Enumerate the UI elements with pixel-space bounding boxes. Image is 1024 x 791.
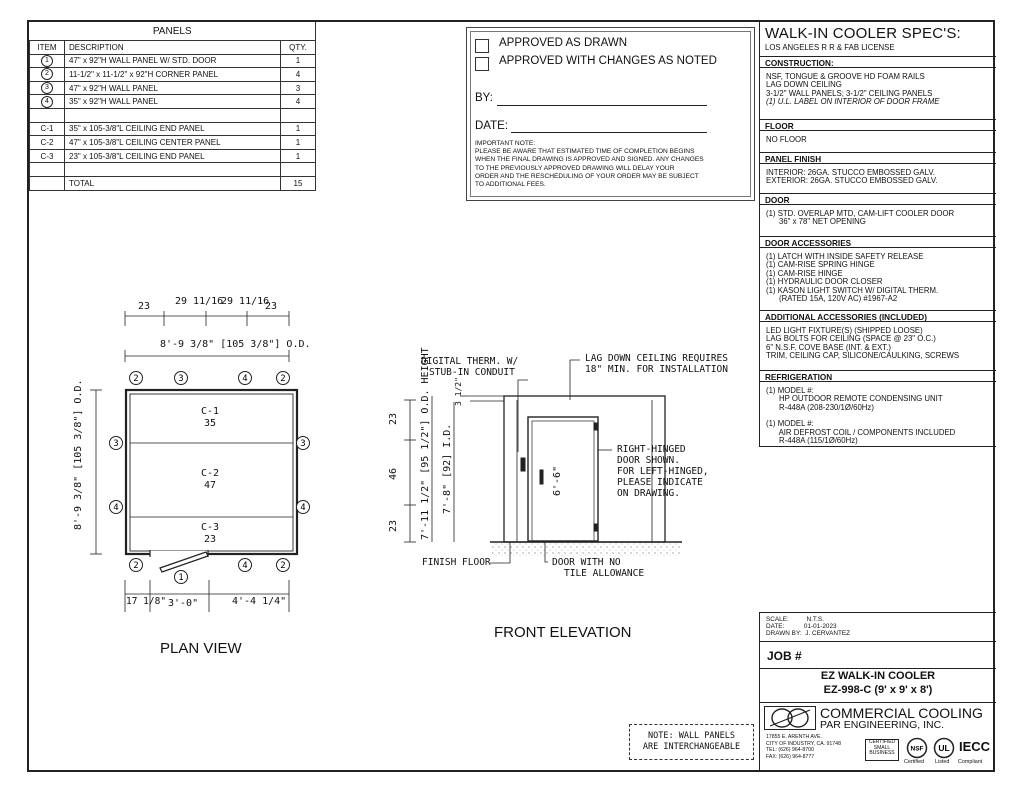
- spec-section-header: CONSTRUCTION:: [760, 56, 996, 68]
- row-qty: 1: [281, 136, 316, 150]
- spec-section-text: (1) MODEL #: HP OUTDOOR REMOTE CONDENSING UNIT R-448A (208-230/1Ø/60Hz) (1) MODEL #: AIR DEFROST COIL / COMPONENTS INCLUDED R-448A (115/1Ø/60Hz): [766, 386, 956, 446]
- company-sub: PAR ENGINEERING, INC.: [820, 719, 945, 731]
- row-description: 47" x 92"H WALL PANEL W/ STD. DOOR: [65, 54, 281, 68]
- note-box: NOTE: WALL PANELS ARE INTERCHANGEABLE: [629, 724, 754, 760]
- row-item: 3: [30, 81, 65, 95]
- ceiling-c3: C-3 23: [200, 522, 220, 545]
- svg-text:2: 2: [280, 374, 286, 385]
- panel-marker-left: [110, 437, 123, 450]
- spec-section-text: NSF, TONGUE & GROOVE HD FOAM RAILS LAG DOWN CEILING 3-1/2" WALL PANELS; 3-1/2" CEILING PANELS (1) U.L. LABEL ON INTERIOR OF DOOR FRAME: [766, 72, 940, 107]
- note-line: WHEN THE FINAL DRAWING IS APPROVED AND SIGNED. ANY CHANGES: [475, 156, 704, 164]
- panel-marker-bottom: [239, 559, 252, 572]
- address-line: CITY OF INDUSTRY, CA. 91748: [766, 740, 841, 747]
- plan-bottom-dim-2: 3'-0": [168, 598, 199, 609]
- spec-section-header: FLOOR: [760, 119, 996, 131]
- spec-section-text: INTERIOR: 26GA. STUCCO EMBOSSED GALV. EXTERIOR: 26GA. STUCCO EMBOSSED GALV.: [766, 168, 938, 186]
- note-line: IMPORTANT NOTE:: [475, 140, 536, 147]
- address-line: FAX: (626) 964-8777: [766, 753, 815, 760]
- row-description: 35" x 92"H WALL PANEL: [65, 95, 281, 109]
- elev-door-height: 6'-6": [552, 465, 563, 496]
- row-qty: 4: [281, 68, 316, 82]
- front-elevation-title: FRONT ELEVATION: [494, 624, 632, 641]
- row-item: C-3: [30, 149, 65, 163]
- svg-text:2: 2: [133, 561, 139, 572]
- finish-floor-note: FINISH FLOOR: [422, 557, 491, 568]
- panel-marker-top: [239, 372, 252, 385]
- panel-marker-top: [130, 372, 143, 385]
- row-qty: 15: [281, 176, 316, 190]
- plan-side-dim-text: 8'-9 3/8" [105 3/8"] O.D.: [73, 379, 84, 530]
- row-description: 35" x 105-3/8"L CEILING END PANEL: [65, 122, 281, 136]
- spec-section-header: ADDITIONAL ACCESSORIES (INCLUDED): [760, 310, 996, 322]
- badge-caption-listed: Listed: [935, 759, 950, 765]
- svg-text:2: 2: [280, 561, 286, 572]
- row-description: TOTAL: [65, 176, 281, 190]
- col-description: DESCRIPTION: [65, 41, 281, 55]
- note-line: PLEASE BE AWARE THAT ESTIMATED TIME OF COMPLETION BEGINS: [475, 148, 695, 156]
- panels-title: PANELS: [30, 22, 316, 41]
- row-item: 4: [30, 95, 65, 109]
- svg-text:1: 1: [178, 573, 184, 584]
- row-qty: 1: [281, 149, 316, 163]
- note-line: TO ADDITIONAL FEES.: [475, 181, 546, 189]
- spec-section-text: (1) STD. OVERLAP MTD, CAM-LIFT COOLER DOOR 36" x 78" NET OPENING: [766, 209, 955, 227]
- row-description: 11-1/2" x 11-1/2" x 92"H CORNER PANEL: [65, 68, 281, 82]
- row-description: 23" x 105-3/8"L CEILING END PANEL: [65, 149, 281, 163]
- row-qty: 1: [281, 54, 316, 68]
- date-label: DATE:: [475, 120, 509, 132]
- panel-marker-bottom: [277, 559, 290, 572]
- svg-text:NSF: NSF: [910, 745, 924, 753]
- elev-id-height: 7'-8" [92] I.D.: [442, 423, 453, 514]
- address-line: TEL: (626) 964-8700: [766, 747, 814, 754]
- ceiling-note: LAG DOWN CEILING REQUIRES 18" MIN. FOR INSTALLATION: [585, 353, 728, 375]
- elev-od-height: 7'-11 1/2" [95 1/2"] O.D. HEIGHT: [420, 347, 431, 540]
- note-line: ORDER AND THE RESCHEDULING OF YOUR ORDER MAY BE SUBJECT: [475, 172, 699, 180]
- row-description: 47" x 92"H WALL PANEL: [65, 81, 281, 95]
- spec-title: WALK-IN COOLER SPEC'S:: [765, 25, 961, 42]
- row-item: 1: [30, 54, 65, 68]
- spec-subtitle: LOS ANGELES R R & FAB LICENSE: [765, 43, 895, 52]
- panel-marker-right: [297, 501, 310, 514]
- note-line: TO THE PREVIOUSLY APPROVED DRAWING WILL DELAY YOUR: [475, 164, 675, 172]
- row-description: 47" x 105-3/8"L CEILING CENTER PANEL: [65, 136, 281, 150]
- approved-with-changes-label: APPROVED WITH CHANGES AS NOTED: [499, 55, 717, 67]
- row-item: 2: [30, 68, 65, 82]
- plan-bottom-dim-3: 4'-4 1/4": [232, 596, 287, 607]
- svg-text:4: 4: [300, 503, 306, 514]
- iecc-badge: IECC: [959, 739, 991, 754]
- row-qty: 1: [281, 122, 316, 136]
- spec-section-header: REFRIGERATION: [760, 370, 996, 382]
- plan-top-dim-3: 29 11/16: [221, 296, 270, 307]
- svg-text:2: 2: [133, 374, 139, 385]
- plan-top-dim-1: 23: [138, 301, 151, 312]
- row-qty: 3: [281, 81, 316, 95]
- address-line: 17855 E. ARENTH AVE.: [766, 734, 822, 740]
- svg-text:UL: UL: [938, 743, 950, 753]
- svg-text:3: 3: [300, 439, 306, 450]
- panel-marker-right: [297, 437, 310, 450]
- by-label: BY:: [475, 92, 493, 104]
- row-qty: 4: [281, 95, 316, 109]
- panel-marker-bottom: [175, 571, 188, 584]
- svg-text:3: 3: [113, 439, 119, 450]
- job-number-label: JOB #: [767, 649, 802, 663]
- elev-top-gap: 3 1/2": [454, 377, 463, 406]
- therm-note: DIGITAL THERM. W/ STUB-IN CONDUIT: [421, 356, 519, 378]
- ceiling-c2: C-2 47: [200, 468, 220, 491]
- svg-text:4: 4: [242, 561, 248, 572]
- scale-info: SCALE: N.T.S. DATE: 01-01-2023 DRAWN BY: J. CERVANTEZ: [766, 616, 851, 638]
- elev-dim-3: 23: [388, 519, 399, 532]
- small-business-badge: CERTIFIED SMALL BUSINESS: [865, 739, 899, 761]
- plan-od-width: 8'-9 3/8" [105 3/8"] O.D.: [160, 339, 311, 350]
- panel-marker-top: [175, 372, 188, 385]
- row-item: C-2: [30, 136, 65, 150]
- elev-dim-1: 23: [388, 412, 399, 425]
- elev-dim-2: 46: [388, 467, 399, 480]
- tile-note: DOOR WITH NO TILE ALLOWANCE: [552, 557, 645, 579]
- panel-marker-bottom: [130, 559, 143, 572]
- badge-caption-certified: Certified: [904, 759, 925, 765]
- panel-marker-top: [277, 372, 290, 385]
- plan-top-dim-4: 23: [265, 301, 278, 312]
- spec-section-header: DOOR ACCESSORIES: [760, 236, 996, 248]
- plan-top-dim-2: 29 11/16: [175, 296, 224, 307]
- spec-section-header: DOOR: [760, 193, 996, 205]
- plan-bottom-dim-1: 17 1/8": [126, 596, 167, 607]
- col-item: ITEM: [30, 41, 65, 55]
- approved-as-drawn-label: APPROVED AS DRAWN: [499, 37, 628, 49]
- svg-text:4: 4: [242, 374, 248, 385]
- badge-caption-compliant: Compliant: [958, 759, 983, 765]
- spec-section-header: PANEL FINISH: [760, 152, 996, 164]
- product-name: EZ WALK-IN COOLER: [820, 670, 936, 682]
- plan-view-title: PLAN VIEW: [160, 640, 242, 657]
- spec-section-text: (1) LATCH WITH INSIDE SAFETY RELEASE (1) CAM-RISE SPRING HINGE (1) CAM-RISE HINGE (1) HYDRAULIC DOOR CLOSER (1) KASON LIGHT SWITCH W/ DIGITAL THERM. (RATED 15A, 120V AC) #1967-A2: [766, 252, 939, 304]
- ceiling-c1: C-1 35: [200, 406, 220, 429]
- hinge-note: RIGHT-HINGED DOOR SHOWN. FOR LEFT-HINGED, PLEASE INDICATE ON DRAWING.: [617, 444, 709, 499]
- plan-view: [90, 311, 297, 612]
- row-item: C-1: [30, 122, 65, 136]
- svg-text:4: 4: [113, 503, 119, 514]
- product-model: EZ-998-C (9' x 9' x 8'): [823, 684, 933, 696]
- svg-text:3: 3: [178, 374, 184, 385]
- spec-section-text: NO FLOOR: [766, 135, 807, 144]
- panel-marker-left: [110, 501, 123, 514]
- company-name: COMMERCIAL COOLING: [820, 705, 983, 721]
- col-qty: QTY.: [281, 41, 316, 55]
- spec-section-text: LED LIGHT FIXTURE(S) (SHIPPED LOOSE) LAG BOLTS FOR CEILING (SPACE @ 23" O.C.) 6" N.S.F. COVE BASE (INT. & EXT.) TRIM, CEILING CAP, SILICONE/CAULKING, SCREWS: [766, 326, 960, 361]
